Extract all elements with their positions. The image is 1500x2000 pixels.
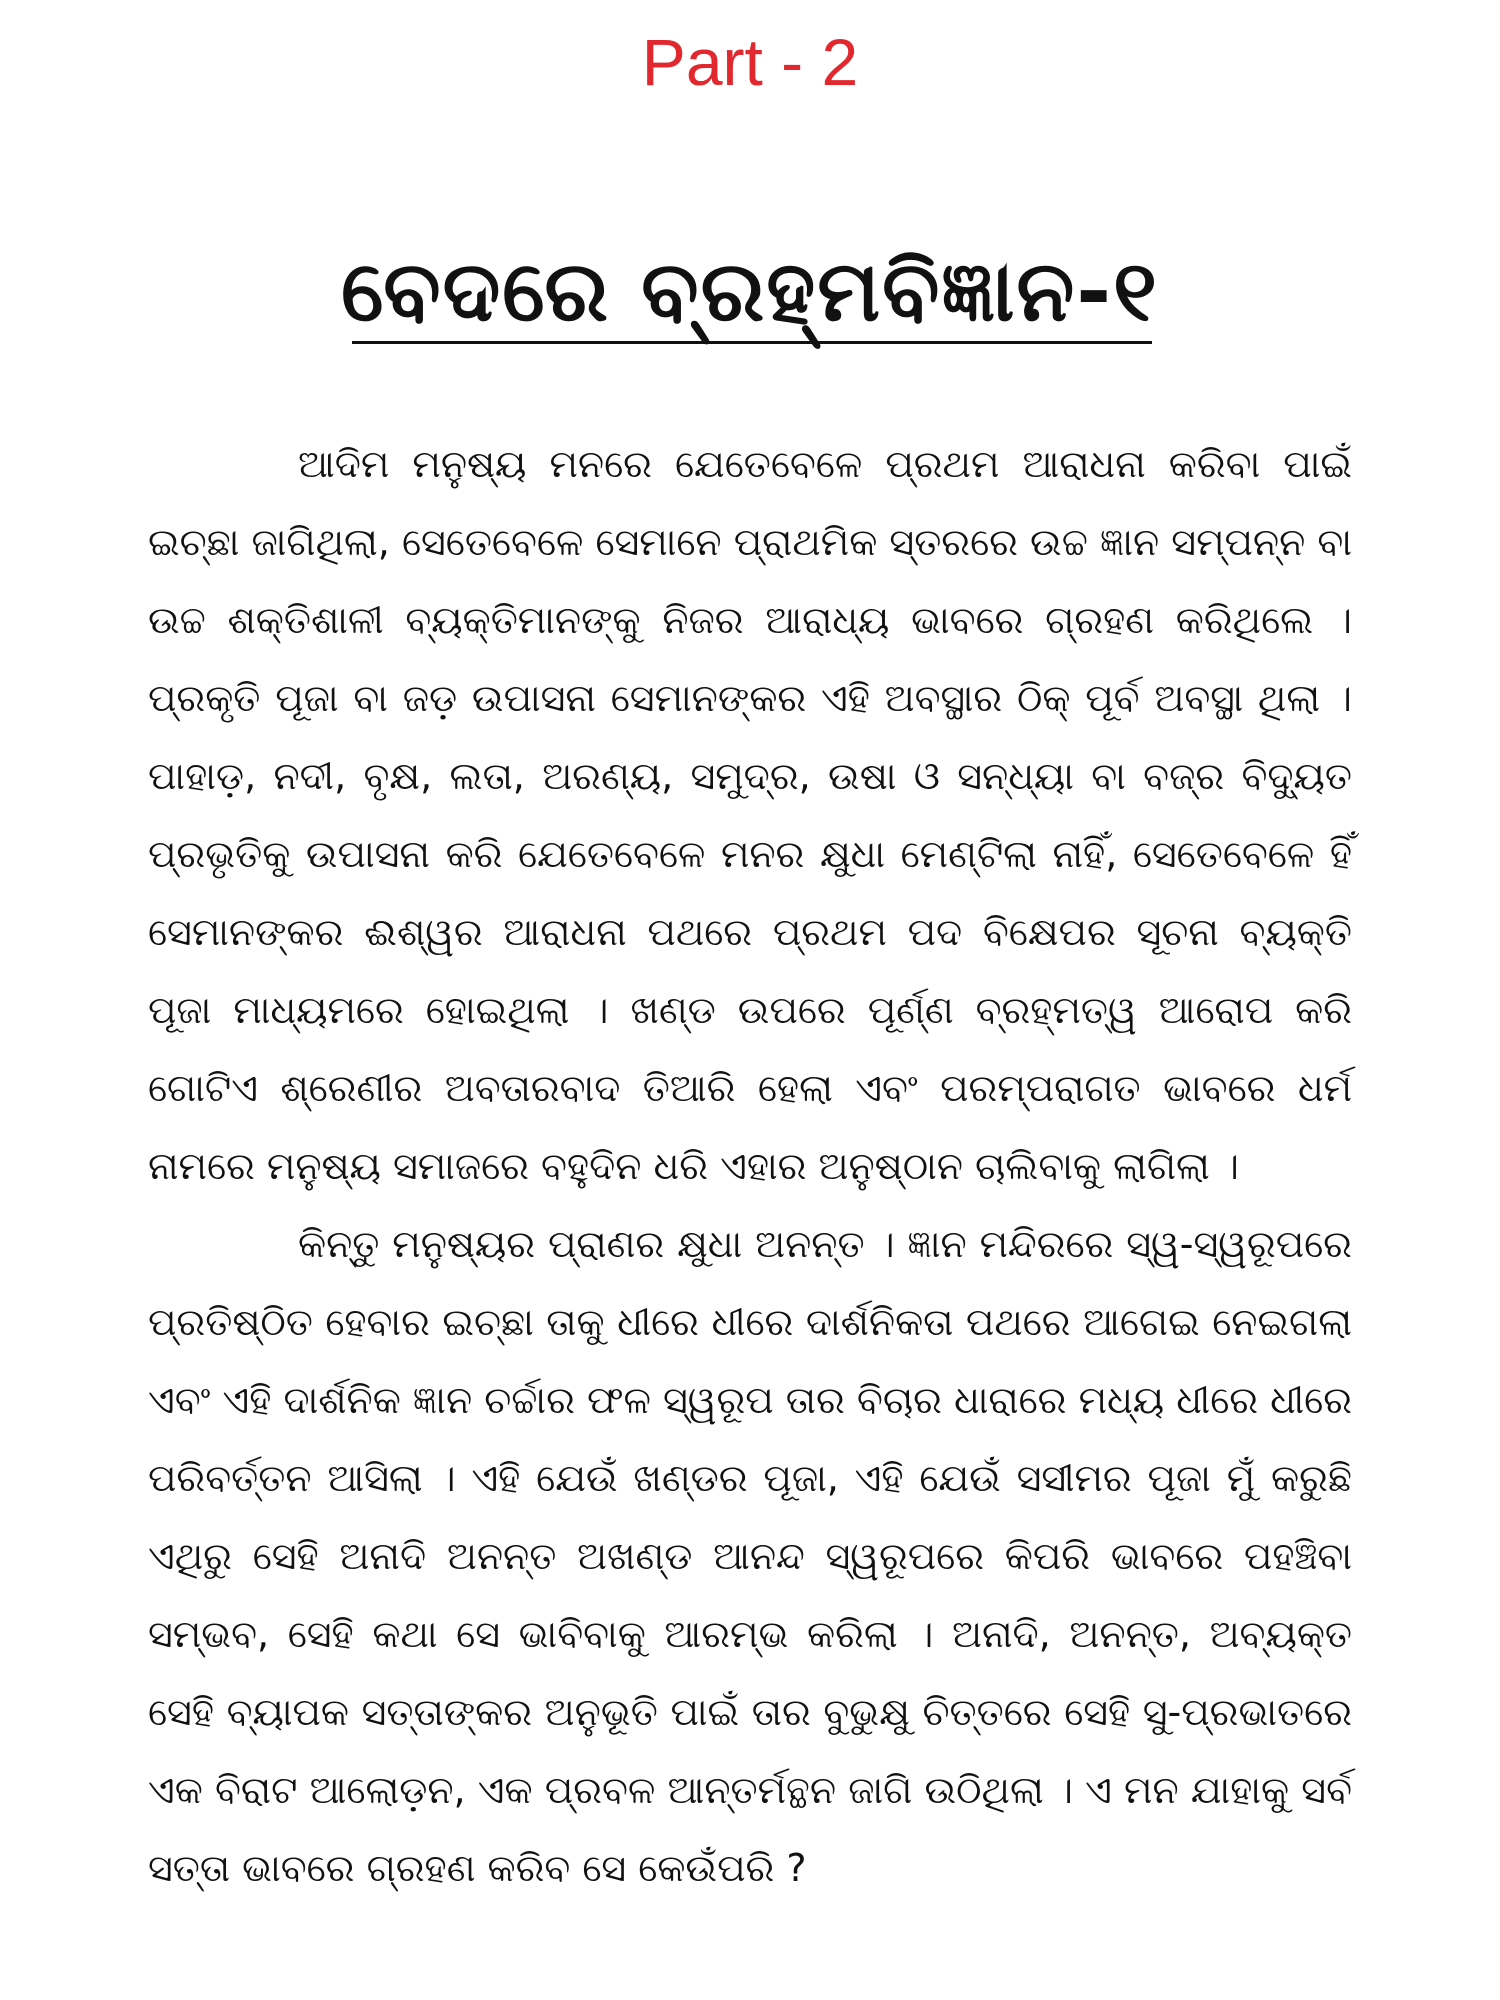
article-title: ବେଦରେ ବ୍ରହ୍ମବିଜ୍ଞାନ-୧ (341, 242, 1159, 340)
article-body (148, 425, 1352, 1907)
part-label: Part - 2 (641, 25, 859, 99)
title-underline (352, 341, 1152, 344)
paragraph-2: କିନ୍ତୁ ମନୁଷ୍ୟର ପ୍ରାଣର କ୍ଷୁଧା ଅନନ୍ତ । ଜ୍ଞାନ ମନ୍ଦିରରେ ସ୍ୱ-ସ୍ୱରୂପରେ ପ୍ରତିଷ୍ଠିତ ହେବାର ଇଚ୍ଛା ତାକୁ ଧୀରେ ଧୀରେ ଦାର୍ଶନିକତା ପଥରେ ଆଗେଇ ନେଇଗଲା ଏବଂ ଏହି ଦାର୍ଶନିକ ଜ୍ଞାନ ଚର୍ଚ୍ଚାର ଫଳ ସ୍ୱରୂପ ତାର ବିଚାର ଧାରାରେ ମଧ୍ୟ ଧୀରେ ଧୀରେ ପରିବର୍ତ୍ତନ ଆସିଲା । ଏହି ଯେଉଁ ଖଣ୍ଡର ପୂଜା, ଏହି ଯେଉଁ ସସୀମର ପୂଜା ମୁଁ କରୁଛି ଏଥିରୁ ସେହି ଅନାଦି ଅନନ୍ତ ଅଖଣ୍ଡ ଆନନ୍ଦ ସ୍ୱରୂପରେ କିପରି ଭାବରେ ପହଞ୍ଚିବା ସମ୍ଭବ, ସେହି କଥା ସେ ଭାବିବାକୁ ଆରମ୍ଭ କରିଲା । ଅନାଦି, ଅନନ୍ତ, ଅବ୍ୟକ୍ତ ସେହି ବ୍ୟାପକ ସତ୍ତାଙ୍କର ଅନୁଭୂତି ପାଇଁ ତାର ବୁଭୁକ୍ଷୁ ଚିତ୍ତରେ ସେହି ସୁ-ପ୍ରଭାତରେ ଏକ ବିରାଟ ଆଲୋଡ଼ନ, ଏକ ପ୍ରବଳ ଆନ୍ତର୍ମନ୍ଥନ ଜାଗି ଉଠିଥିଲା । ଏ ମନ ଯାହାକୁ ସର୍ବ ସତ୍ତା ଭାବରେ ଗ୍ରହଣ କରିବ ସେ କେଉଁପରି ? (148, 1222, 1352, 1890)
paragraph-1: ଆଦିମ ମନୁଷ୍ୟ ମନରେ ଯେତେବେଳେ ପ୍ରଥମ ଆରାଧନା କରିବା ପାଇଁ ଇଚ୍ଛା ଜାଗିଥିଲା, ସେତେବେଳେ ସେମାନେ ପ୍ରାଥମିକ ସ୍ତରରେ ଉଚ୍ଚ ଜ୍ଞାନ ସମ୍ପନ୍ନ ବା ଉଚ୍ଚ ଶକ୍ତିଶାଳୀ ବ୍ୟକ୍ତିମାନଙ୍କୁ ନିଜର ଆରାଧ୍ୟ ଭାବରେ ଗ୍ରହଣ କରିଥିଲେ । ପ୍ରକୃତି ପୂଜା ବା ଜଡ଼ ଉପାସନା ସେମାନଙ୍କର ଏହି ଅବସ୍ଥାର ଠିକ୍ ପୂର୍ବ ଅବସ୍ଥା ଥିଲା । ପାହାଡ଼, ନଦୀ, ବୃକ୍ଷ, ଲତା, ଅରଣ୍ୟ, ସମୁଦ୍ର, ଉଷା ଓ ସନ୍ଧ୍ୟା ବା ବଜ୍ର ବିଦ୍ୟୁତ ପ୍ରଭୃତିକୁ ଉପାସନା କରି ଯେତେବେଳେ ମନର କ୍ଷୁଧା ମେଣ୍ଟିଲା ନାହିଁ, ସେତେବେଳେ ହିଁ ସେମାନଙ୍କର ଈଶ୍ୱର ଆରାଧନା ପଥରେ ପ୍ରଥମ ପଦ ବିକ୍ଷେପର ସୂଚନା ବ୍ୟକ୍ତି ପୂଜା ମାଧ୍ୟମରେ ହୋଇଥିଲା । ଖଣ୍ଡ ଉପରେ ପୂର୍ଣ୍ଣ ବ୍ରହ୍ମତ୍ୱ ଆରୋପ କରି ଗୋଟିଏ ଶ୍ରେଣୀର ଅବତାରବାଦ ତିଆରି ହେଲା ଏବଂ ପରମ୍ପରାଗତ ଭାବରେ ଧର୍ମ ନାମରେ ମନୁଷ୍ୟ ସମାଜରେ ବହୁଦିନ ଧରି ଏହାର ଅନୁଷ୍ଠାନ ଚାଲିବାକୁ ଲାଗିଲା । (148, 442, 1352, 1188)
